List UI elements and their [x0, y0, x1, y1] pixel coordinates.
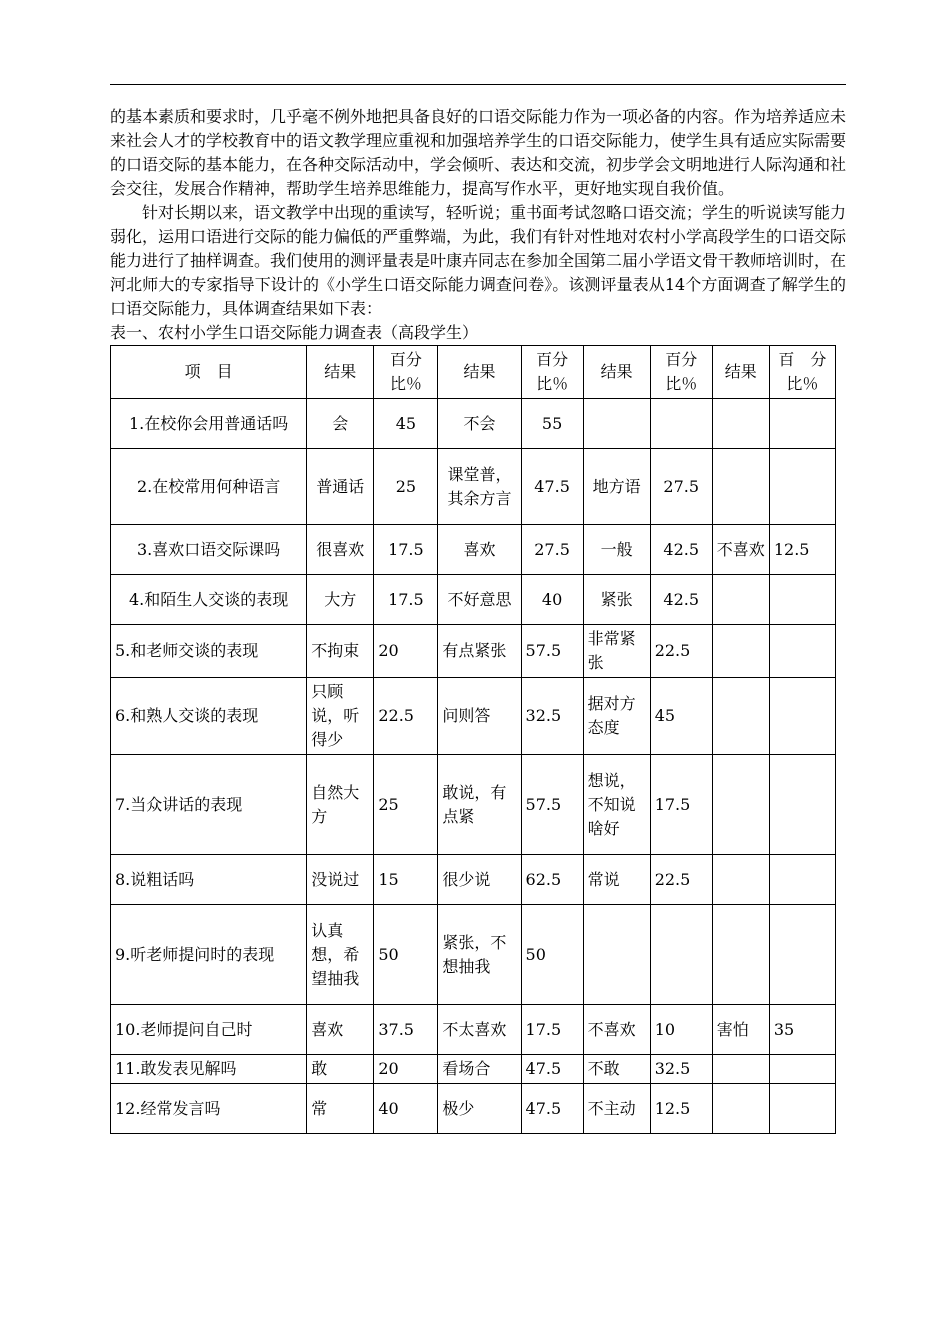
percent-cell: [650, 905, 712, 1005]
percent-cell: 22.5: [374, 678, 438, 755]
result-cell: 不喜欢: [712, 525, 769, 575]
percent-cell: 12.5: [769, 525, 835, 575]
item-cell: 3.喜欢口语交际课吗: [111, 525, 307, 575]
result-cell: 自然大方: [307, 755, 374, 855]
result-cell: [712, 449, 769, 525]
result-cell: 会: [307, 399, 374, 449]
table-row: [111, 575, 836, 625]
header-result-4: 结果: [712, 346, 769, 399]
result-cell: 常: [307, 1084, 374, 1134]
percent-cell: [769, 755, 835, 855]
result-cell: 不太喜欢: [438, 1005, 521, 1055]
percent-cell: 37.5: [374, 1005, 438, 1055]
percent-cell: 35: [769, 1005, 835, 1055]
table-row: [111, 1005, 836, 1055]
percent-cell: 25: [374, 755, 438, 855]
result-cell: 害怕: [712, 1005, 769, 1055]
table-row: [111, 1084, 836, 1134]
percent-cell: [769, 905, 835, 1005]
percent-cell: 40: [521, 575, 583, 625]
header-percent-3: 百分比％: [650, 346, 712, 399]
percent-cell: [650, 399, 712, 449]
percent-cell: 17.5: [374, 525, 438, 575]
result-cell: [712, 1055, 769, 1084]
percent-cell: 25: [374, 449, 438, 525]
result-cell: 一般: [583, 525, 650, 575]
item-cell: 7.当众讲话的表现: [111, 755, 307, 855]
percent-cell: 32.5: [521, 678, 583, 755]
result-cell: 大方: [307, 575, 374, 625]
result-cell: 有点紧张: [438, 625, 521, 678]
result-cell: 地方语: [583, 449, 650, 525]
result-cell: 极少: [438, 1084, 521, 1134]
table-row: [111, 905, 836, 1005]
percent-cell: 42.5: [650, 525, 712, 575]
percent-cell: 17.5: [521, 1005, 583, 1055]
percent-cell: 50: [521, 905, 583, 1005]
percent-cell: 20: [374, 625, 438, 678]
percent-cell: [769, 575, 835, 625]
percent-cell: 17.5: [650, 755, 712, 855]
result-cell: [712, 755, 769, 855]
item-cell: 9.听老师提问时的表现: [111, 905, 307, 1005]
table-header-row: [111, 346, 836, 399]
percent-cell: 22.5: [650, 625, 712, 678]
result-cell: 普通话: [307, 449, 374, 525]
percent-cell: 47.5: [521, 1055, 583, 1084]
percent-cell: [769, 449, 835, 525]
result-cell: 很少说: [438, 855, 521, 905]
item-cell: 5.和老师交谈的表现: [111, 625, 307, 678]
percent-cell: 10: [650, 1005, 712, 1055]
header-percent-1: 百分比％: [374, 346, 438, 399]
result-cell: [583, 905, 650, 1005]
result-cell: 紧张，不想抽我: [438, 905, 521, 1005]
percent-cell: 17.5: [374, 575, 438, 625]
survey-table: [110, 345, 836, 1134]
item-cell: 2.在校常用何种语言: [111, 449, 307, 525]
result-cell: 没说过: [307, 855, 374, 905]
body-paragraph-2: 针对长期以来，语文教学中出现的重读写，轻听说；重书面考试忽略口语交流；学生的听说读写能力弱化，运用口语进行交际的能力偏低的严重弊端，为此，我们有针对性地对农村小学高段学生的口语交际能力进行了抽样调查。我们使用的测评量表是叶康卉同志在参加全国第二届小学语文骨干教师培训时，在河北师大的专家指导下设计的《小学生口语交际能力调查问卷》。该测评量表从14个方面调查了解学生的口语交际能力，具体调查结果如下表：: [110, 203, 847, 318]
percent-cell: 45: [374, 399, 438, 449]
table-row: [111, 678, 836, 755]
percent-cell: [769, 678, 835, 755]
header-item: 项 目: [111, 346, 307, 399]
percent-cell: [769, 1055, 835, 1084]
percent-cell: 50: [374, 905, 438, 1005]
result-cell: [712, 905, 769, 1005]
percent-cell: 55: [521, 399, 583, 449]
percent-cell: 45: [650, 678, 712, 755]
result-cell: 不拘束: [307, 625, 374, 678]
percent-cell: 62.5: [521, 855, 583, 905]
table-row: [111, 1055, 836, 1084]
result-cell: 不喜欢: [583, 1005, 650, 1055]
percent-cell: 20: [374, 1055, 438, 1084]
result-cell: 不主动: [583, 1084, 650, 1134]
result-cell: 紧张: [583, 575, 650, 625]
item-cell: 4.和陌生人交谈的表现: [111, 575, 307, 625]
result-cell: 不敢: [583, 1055, 650, 1084]
header-rule: [110, 84, 846, 85]
percent-cell: [769, 855, 835, 905]
percent-cell: 57.5: [521, 625, 583, 678]
result-cell: [712, 1084, 769, 1134]
header-percent-2: 百分比％: [521, 346, 583, 399]
header-percent-4: 百 分比％: [769, 346, 835, 399]
header-result-1: 结果: [307, 346, 374, 399]
header-result-3: 结果: [583, 346, 650, 399]
percent-cell: 42.5: [650, 575, 712, 625]
result-cell: [712, 625, 769, 678]
result-cell: 不好意思: [438, 575, 521, 625]
percent-cell: 47.5: [521, 1084, 583, 1134]
result-cell: 喜欢: [307, 1005, 374, 1055]
percent-cell: 15: [374, 855, 438, 905]
result-cell: 课堂普，其余方言: [438, 449, 521, 525]
result-cell: 敢说，有点紧: [438, 755, 521, 855]
result-cell: [712, 678, 769, 755]
percent-cell: [769, 1084, 835, 1134]
table-row: [111, 755, 836, 855]
body-paragraph-1: 的基本素质和要求时，几乎毫不例外地把具备良好的口语交际能力作为一项必备的内容。作为培养适应未来社会人才的学校教育中的语文教学理应重视和加强培养学生的口语交际能力，使学生具有适应实际需要的口语交际的基本能力，在各种交际活动中，学会倾听、表达和交流，初步学会文明地进行人际沟通和社会交往，发展合作精神，帮助学生培养思维能力，提高写作水平，更好地实现自我价值。: [110, 107, 847, 198]
item-cell: 11.敢发表见解吗: [111, 1055, 307, 1084]
item-cell: 6.和熟人交谈的表现: [111, 678, 307, 755]
percent-cell: 22.5: [650, 855, 712, 905]
table-caption: 表一、农村小学生口语交际能力调查表（高段学生）: [110, 323, 479, 342]
result-cell: 据对方态度: [583, 678, 650, 755]
result-cell: 非常紧张: [583, 625, 650, 678]
percent-cell: 27.5: [650, 449, 712, 525]
result-cell: [712, 399, 769, 449]
result-cell: 想说，不知说啥好: [583, 755, 650, 855]
result-cell: 常说: [583, 855, 650, 905]
percent-cell: 32.5: [650, 1055, 712, 1084]
item-cell: 8.说粗话吗: [111, 855, 307, 905]
result-cell: 喜欢: [438, 525, 521, 575]
result-cell: 只顾说，听得少: [307, 678, 374, 755]
item-cell: 1.在校你会用普通话吗: [111, 399, 307, 449]
percent-cell: 12.5: [650, 1084, 712, 1134]
result-cell: [712, 855, 769, 905]
header-result-2: 结果: [438, 346, 521, 399]
table-row: [111, 399, 836, 449]
table-row: [111, 449, 836, 525]
item-cell: 12.经常发言吗: [111, 1084, 307, 1134]
result-cell: [712, 575, 769, 625]
result-cell: [583, 399, 650, 449]
percent-cell: [769, 399, 835, 449]
percent-cell: 27.5: [521, 525, 583, 575]
item-cell: 10.老师提问自己时: [111, 1005, 307, 1055]
result-cell: 敢: [307, 1055, 374, 1084]
result-cell: 不会: [438, 399, 521, 449]
document-page: [110, 84, 846, 1134]
percent-cell: 40: [374, 1084, 438, 1134]
percent-cell: [769, 625, 835, 678]
percent-cell: 57.5: [521, 755, 583, 855]
result-cell: 很喜欢: [307, 525, 374, 575]
result-cell: 看场合: [438, 1055, 521, 1084]
result-cell: 认真想，希望抽我: [307, 905, 374, 1005]
table-row: [111, 625, 836, 678]
result-cell: 问则答: [438, 678, 521, 755]
table-row: [111, 855, 836, 905]
table-row: [111, 525, 836, 575]
percent-cell: 47.5: [521, 449, 583, 525]
